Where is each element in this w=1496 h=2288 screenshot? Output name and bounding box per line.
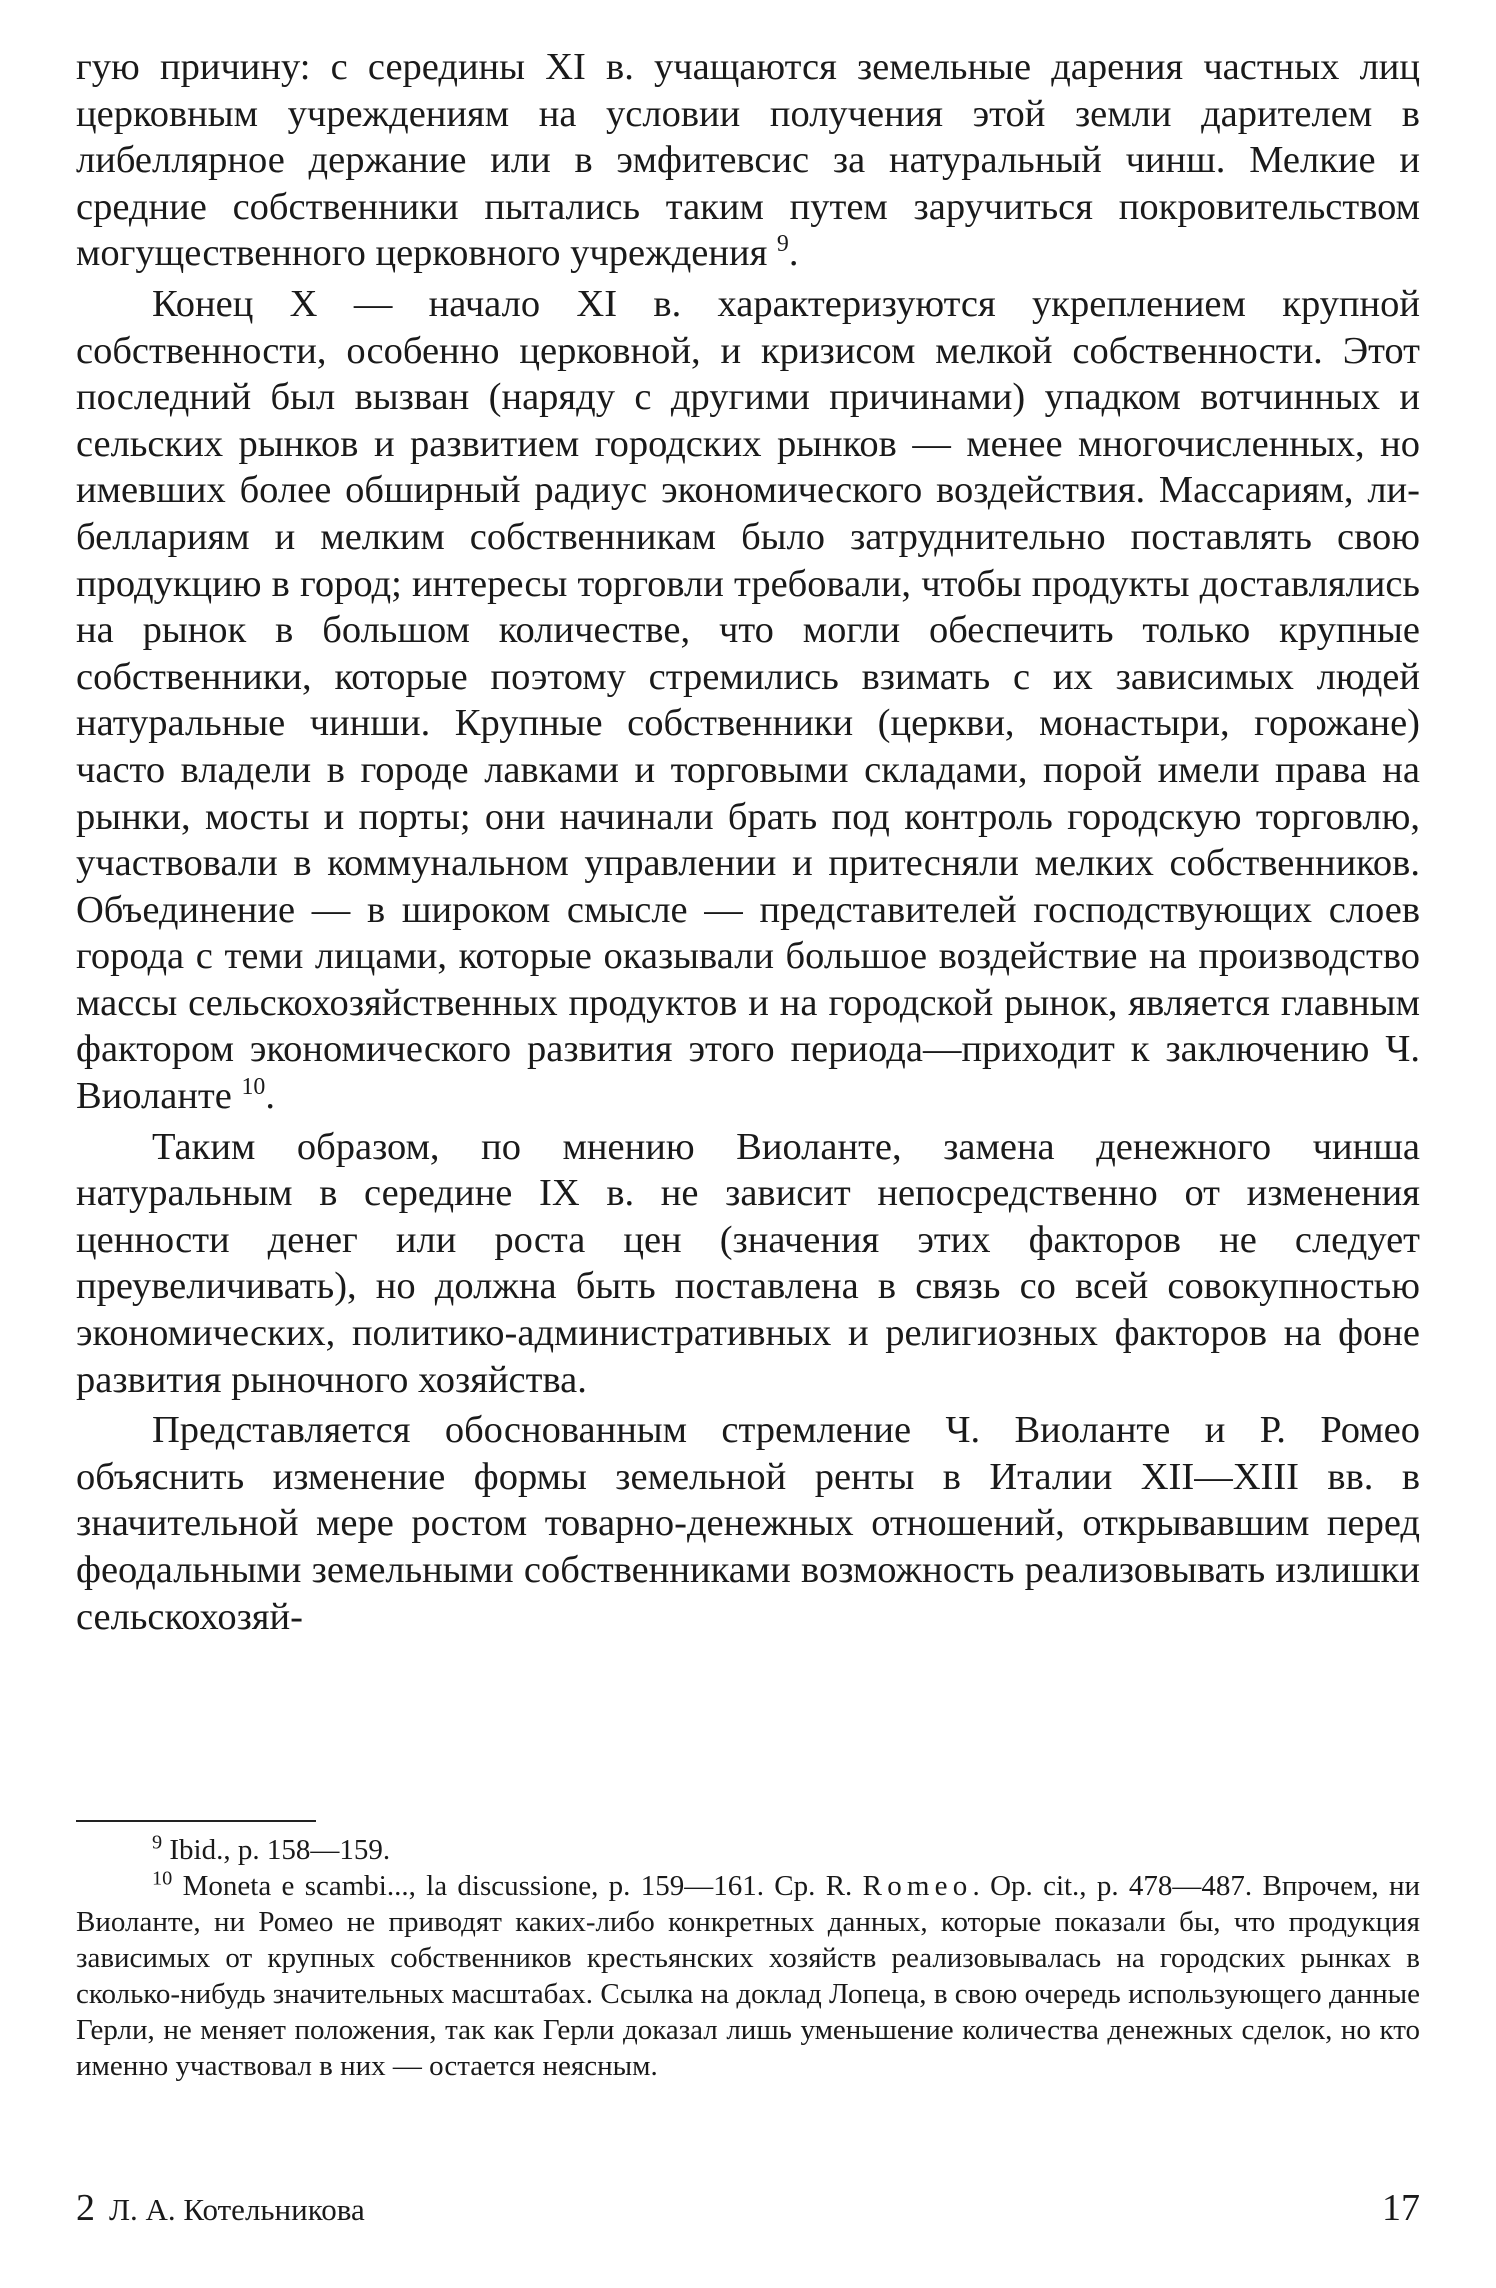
main-text	[76, 44, 1420, 1640]
footnote-ref-10: 10	[241, 1074, 266, 1101]
paragraph-1-text: гую причину: с середины XI в. учащаются земельные дарения частных лиц церковным учреждениям на условии получения этой земли дарителем в либеллярное держание или в эмфитевсис за натуральный чинш. Мелкие и средние собственники пытались таким путем заручиться покровительством могущественного церковного учреждения	[76, 46, 1420, 275]
footnote-10-author: Romeo	[862, 1870, 973, 1902]
paragraph-4: Представляется обоснованным стремление Ч. Виоланте и Р. Ромео объяснить изменение формы земельной ренты в Италии XII—XIII вв. в значительной мере ростом товарно-денежных отношений, открывавшим перед феодальными земельными собственниками возможность реализовывать излишки сельскохозяй-	[76, 1409, 1420, 1638]
footnote-9	[76, 1832, 1420, 1868]
printer-signature	[76, 2186, 365, 2232]
footnotes	[76, 1832, 1420, 2084]
footnote-10	[76, 1868, 1420, 2084]
footnote-ref-9: 9	[776, 231, 789, 258]
page-footer	[76, 2186, 1420, 2234]
paragraph-2-end-punct: .	[265, 1075, 275, 1118]
footnote-10-text-start: Moneta e scambi..., la discussione, p. 159—161. Cp. R.	[182, 1870, 853, 1902]
paragraph-1-end-punct: .	[788, 232, 799, 275]
paragraph-2-text: Конец X — начало XI в. характеризуются укреплением крупной собственности, особенно церковной, и кризисом мелкой собственности. Этот последний был вызван (наряду с другими причинами) упадком вотчинных и сельских рынков и развитием городских рынков — менее многочисленных, но имевших более обширный радиус экономического воздействия. Массариям, либеллариям и мелким собственникам было затруднительно поставлять свою продукцию в город; интересы торговли требовали, чтобы продукты доставлялись на рынок в большом количестве, что могли обеспечить только крупные собственники, которые поэтому стремились взимать с их зависимых людей натуральные чинши. Крупные собственники (церкви, монастыри, горожане) часто владели в городе лавками и торговыми складами, порой имели права на рынки, мосты и порты; они начинали брать под контроль городскую торговлю, участвовали в коммунальном управлении и притесняли мелких собственников. Объединение — в широком смысле — представителей господствующих слоев города с теми лицами, которые оказывали большое воздействие на производство массы сельскохозяйственных продуктов и на городской рынок, является главным фактором экономического развития этого периода—приходит к заключению Ч. Виоланте	[76, 282, 1420, 1118]
paragraph-1	[76, 44, 1420, 277]
page-number: 17	[1382, 2187, 1420, 2229]
footnote-9-mark: 9	[152, 1831, 163, 1854]
signature-number: 2	[76, 2187, 95, 2229]
paragraph-2	[76, 281, 1420, 1120]
footnote-10-mark: 10	[152, 1867, 173, 1890]
footnote-9-text: Ibid., p. 158—159.	[169, 1834, 391, 1866]
signature-text: Л. А. Котельникова	[109, 2192, 365, 2227]
footnote-divider	[76, 1820, 316, 1822]
footnote-10-text-rest: . Op. cit., p. 478—487. Впрочем, ни Виоланте, ни Ромео не приводят каких-либо конкретных данных, которые показали бы, что продукция зависимых от крупных собственников крестьянских хозяйств реализовывалась на городских рынках в сколько-нибудь значительных масштабах. Ссылка на доклад Лопеца, в свою очередь использующего данные Герли, не меняет положения, так как Герли доказал лишь уменьшение количества денежных сделок, но кто именно участвовал в них — остается неясным.	[76, 1870, 1421, 2082]
paragraph-3: Таким образом, по мнению Виоланте, замена денежного чинша натуральным в середине IX в. не зависит непосредственно от изменения ценности денег или роста цен (значения этих факторов не следует преувеличивать), но должна быть поставлена в связь со всей совокупностью экономических, политико-административных и религиозных факторов на фоне развития рыночного хозяйства.	[76, 1125, 1420, 1401]
